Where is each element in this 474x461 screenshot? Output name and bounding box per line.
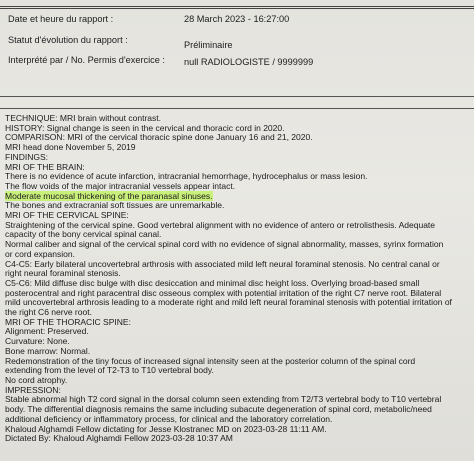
report-line: or cord expansion. — [5, 248, 75, 259]
report-line: COMPARISON: MRI of the cervical thoracic spine done January 16 and 21, 2020. — [5, 132, 313, 143]
report-body — [5, 114, 473, 444]
report-line: extending from the level of T2-T3 to T10 vertebral body. — [5, 365, 214, 376]
report-line: TECHNIQUE: MRI brain without contrast. — [5, 113, 161, 123]
report-line: HISTORY: Signal change is seen in the cervical and thoracic cord in 2020. — [5, 122, 285, 133]
report-line: IMPRESSION: — [5, 384, 61, 395]
section-rule-1 — [0, 96, 474, 97]
report-line: C5-C6: Mild diffuse disc bulge with disc desiccation and minimal disc height loss. Overlying broad-based small — [5, 277, 420, 288]
report-line: C4-C5: Early bilateral uncovertebral arthrosis with associated mild left neural foraminal stenosis. No central canal or — [5, 258, 440, 269]
report-line: Dictated By: Khaloud Alghamdi Fellow 2023-03-28 10:37 AM — [5, 433, 233, 444]
report-line: FINDINGS: — [5, 151, 49, 162]
report-line: The bones and extracranial soft tissues are unremarkable. — [5, 200, 225, 211]
report-line: MRI OF THE THORACIC SPINE: — [5, 316, 131, 327]
report-line: No cord atrophy. — [5, 374, 68, 385]
report-line: Stable abnormal high T2 cord signal in the dorsal column seen extending from T2/T3 vertebral body to T10 vertebral — [5, 394, 442, 405]
report-line: capacity of the bony cervical spinal canal. — [5, 229, 162, 240]
report-line: The flow voids of the major intracranial vessels appear intact. — [5, 180, 236, 191]
header-label-interpreter: Interprété par / No. Permis d'exercice : — [8, 55, 165, 65]
header-value-interpreter: null RADIOLOGISTE / 9999999 — [184, 57, 314, 67]
report-line: MRI head done November 5, 2019 — [5, 142, 136, 153]
section-rule-2 — [0, 108, 474, 109]
report-line: Straightening of the cervical spine. Good vertebral alignment with no evidence of antero or retrolisthesis. Adequate — [5, 219, 436, 230]
report-line: body. The differential diagnosis remains the same including subacute degeneration of spinal cord, metabolic/need — [5, 404, 432, 415]
report-line: Redemonstration of the tiny focus of increased signal intensity seen at the posterior column of the spinal cord — [5, 355, 416, 366]
report-line: Curvature: None. — [5, 336, 70, 347]
header-value-status: Préliminaire — [184, 40, 233, 50]
header-label-date: Date et heure du rapport : — [8, 14, 114, 24]
highlighted-finding: Moderate mucosal thickening of the paranasal sinuses. — [5, 190, 213, 201]
header-label-status: Statut d'évolution du rapport : — [8, 35, 128, 45]
report-line: posterocentral and right paracentral disc osseous complex with potential irritation of the right C7 nerve root. Bilateral — [5, 287, 442, 298]
top-rule — [0, 6, 474, 9]
report-line: MRI OF THE CERVICAL SPINE: — [5, 210, 129, 221]
report-line: Alignment: Preserved. — [5, 326, 89, 337]
report-line: mild uncovertebral arthrosis leading to a moderate right and mild left neural foraminal stenosis with potential irritation of — [5, 297, 452, 308]
report-line: Normal caliber and signal of the cervical spinal cord with no evidence of signal abnormality, masses, syrinx formation — [5, 239, 444, 250]
report-line: Bone marrow: Normal. — [5, 345, 91, 356]
report-line: right neural foraminal stenosis. — [5, 268, 121, 279]
report-line: There is no evidence of acute infarction, intracranial hemorrhage, hydrocephalus or mass lesion. — [5, 171, 368, 182]
report-line: Khaloud Alghamdi Fellow dictating for Jesse Klostranec MD on 2023-03-28 11:11 AM. — [5, 423, 327, 434]
report-line: MRI OF THE BRAIN: — [5, 161, 85, 172]
header-value-date: 28 March 2023 - 16:27:00 — [184, 14, 290, 24]
report-line: additional deficiency or inflammatory process, for clinical and the laboratory correlation. — [5, 413, 333, 424]
report-line: the right C6 nerve root. — [5, 307, 92, 318]
